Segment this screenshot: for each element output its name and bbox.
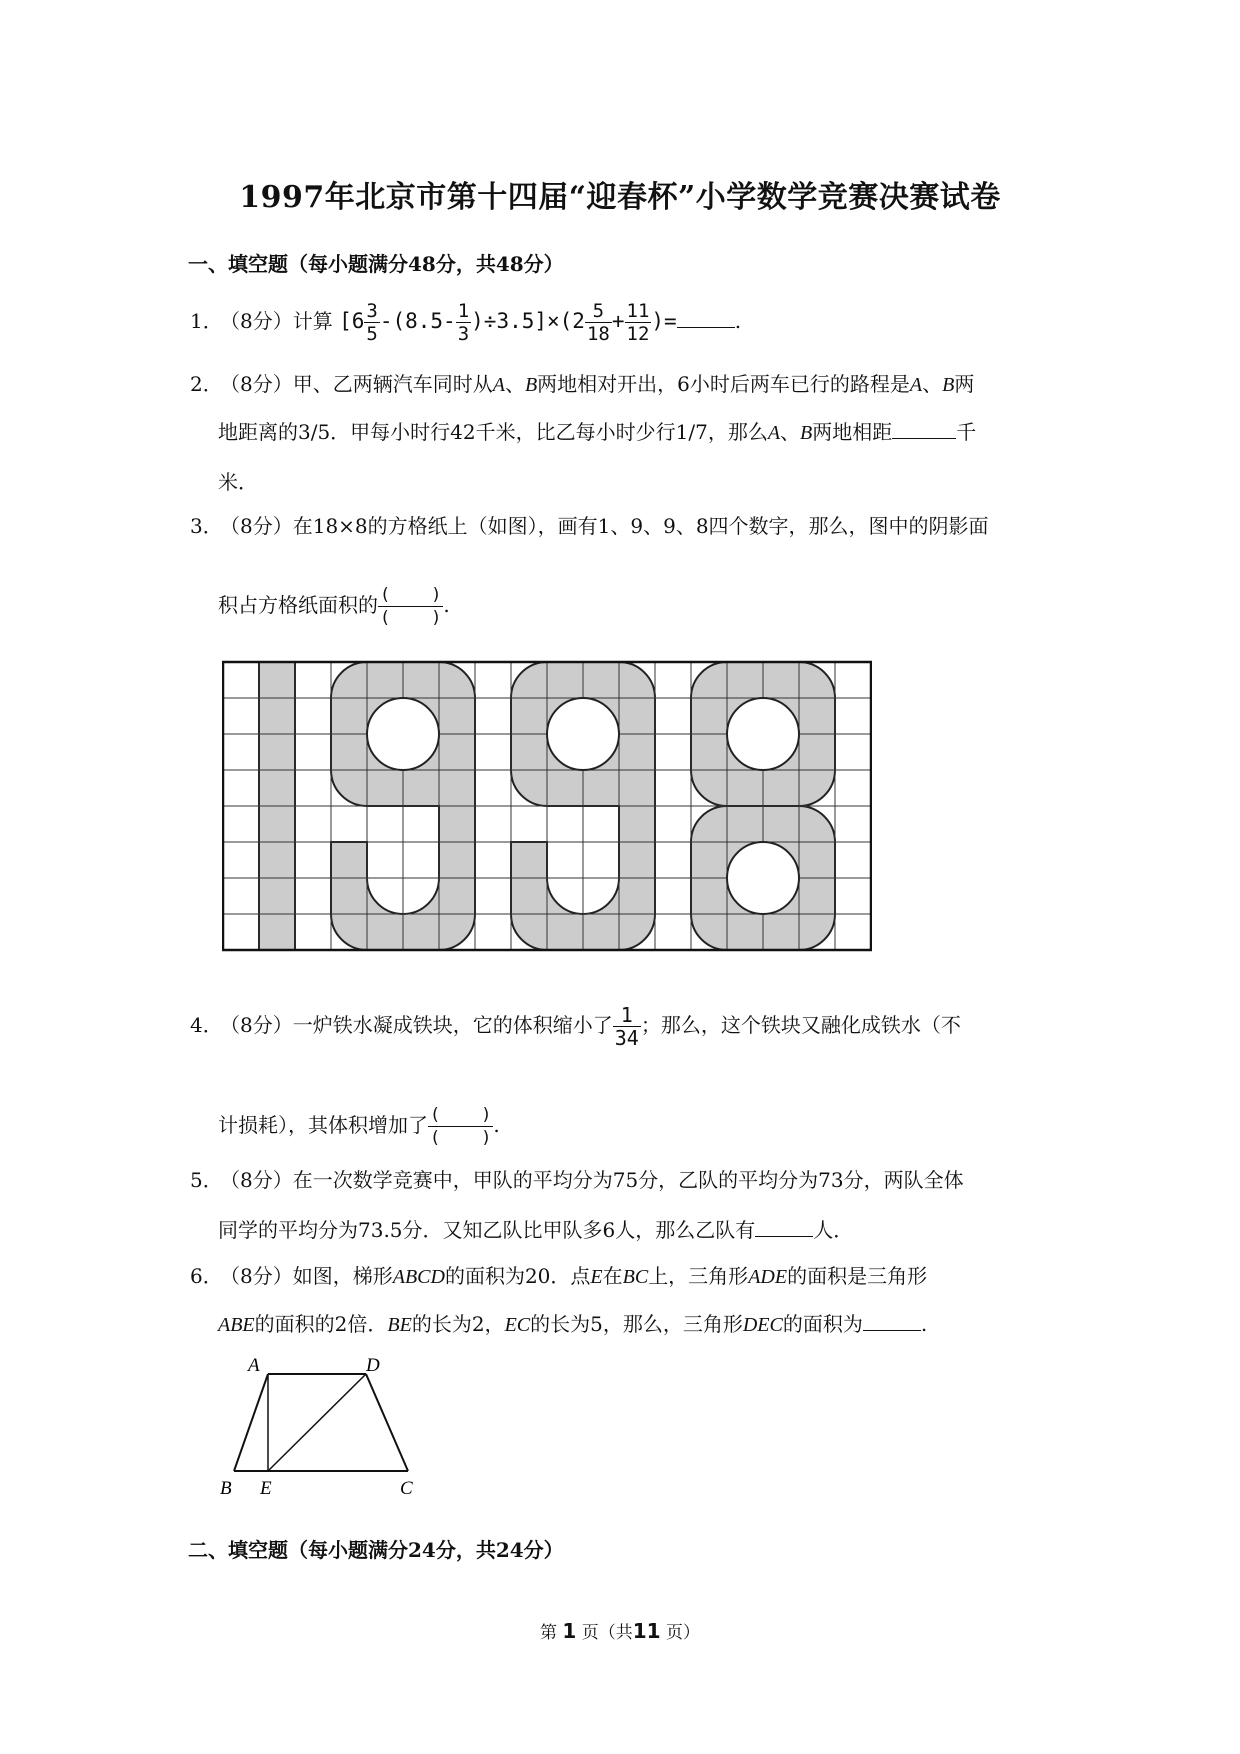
- question-number: 1．: [190, 309, 223, 333]
- segment-AB: [234, 1374, 268, 1471]
- fraction: $\frac{3}{5}$: [366, 300, 378, 345]
- digit-grid-figure: [222, 658, 872, 954]
- label-D: D: [366, 1355, 380, 1376]
- label-B: B: [220, 1478, 232, 1499]
- segment-DE: [268, 1374, 366, 1471]
- question-5: 5．（8分）在一次数学竞赛中，甲队的平均分为75分，乙队的平均分为73分，两队全体: [190, 1168, 964, 1192]
- question-5-line-2: 同学的平均分为73.5分．又知乙队比甲队多6人，那么乙队有 人．: [218, 1218, 854, 1242]
- total-pages: 11: [632, 1619, 661, 1643]
- section-heading-1: 一、填空题（每小题满分48分，共48分）: [188, 252, 564, 276]
- expr-part: +: [611, 309, 625, 333]
- question-number: 4．: [190, 1013, 223, 1037]
- answer-blank[interactable]: [892, 420, 956, 439]
- answer-blank[interactable]: [677, 309, 735, 328]
- question-4: 4．（8分）一炉铁水凝成铁块，它的体积缩小了 $\frac{1}{34}$ ；那么，这个铁块又融化成铁水（不: [190, 1003, 961, 1050]
- answer-fraction-blank[interactable]: $\frac{( )}{( )}$: [430, 1105, 492, 1148]
- fraction: $\frac{5}{18}$: [586, 300, 610, 345]
- question-1: 1．（8分）计算 [6 $\frac{3}{5}$ -(8.5- $\frac{1}{3}$ )÷3.5]×(2 $\frac{5}{18}$ + $\frac{11}{12}$ )= .: [190, 300, 742, 345]
- page-title: 1997年北京市第十四届“迎春杯”小学数学竞赛决赛试卷: [239, 180, 1001, 215]
- digit-8-hole-bottom: [727, 842, 799, 914]
- question-2-line-2: 地距离的3/5．甲每小时行42千米，比乙每小时少行1/7，那么A、B两地相距 千: [218, 420, 977, 444]
- question-3-line-2: 积占方格纸面积的 $\frac{( )}{( )}$ .: [218, 585, 450, 628]
- expr-part: -(8.5-: [379, 309, 456, 333]
- label-C: C: [400, 1478, 413, 1499]
- answer-blank[interactable]: [863, 1312, 921, 1331]
- label-A: A: [248, 1355, 260, 1376]
- segment-DC: [366, 1374, 408, 1471]
- digit-9-hole-2: [547, 698, 619, 770]
- question-2-line-3: 米．: [218, 470, 258, 494]
- page-footer: 第 1 页（共11 页）: [540, 1619, 700, 1643]
- digit-9-hole-1: [367, 698, 439, 770]
- fraction: $\frac{1}{34}$: [614, 1003, 639, 1050]
- question-number: 2．: [190, 372, 223, 396]
- question-4-line-2: 计损耗），其体积增加了 $\frac{( )}{( )}$ .: [218, 1105, 500, 1148]
- label-E: E: [260, 1478, 272, 1499]
- answer-fraction-blank[interactable]: $\frac{( )}{( )}$: [380, 585, 442, 628]
- fraction: $\frac{1}{3}$: [457, 300, 470, 345]
- section-heading-2: 二、填空题（每小题满分24分，共24分）: [188, 1538, 564, 1562]
- expr-part: [6: [339, 309, 365, 333]
- answer-blank[interactable]: [755, 1218, 813, 1237]
- trapezoid-figure: [218, 1354, 428, 1504]
- expr-part: )÷3.5]×(2: [471, 309, 585, 333]
- question-number: 6．: [190, 1264, 223, 1288]
- expr-part: )=: [651, 309, 677, 333]
- question-number: 3．: [190, 514, 223, 538]
- fraction: $\frac{11}{12}$: [626, 300, 650, 345]
- question-3: 3．（8分）在18×8的方格纸上（如图），画有1、9、9、8四个数字，那么，图中的阴影面: [190, 514, 989, 538]
- question-2: 2．（8分）甲、乙两辆汽车同时从A、B两地相对开出，6小时后两车已行的路程是A、B两: [190, 372, 975, 396]
- digit-8-hole-top: [727, 698, 799, 770]
- question-number: 5．: [190, 1168, 223, 1192]
- question-score: （8分）计算: [220, 309, 333, 333]
- question-6: 6．（8分）如图，梯形ABCD的面积为20．点E在BC上，三角形ADE的面积是三角形: [190, 1264, 928, 1288]
- current-page: 1: [562, 1619, 577, 1643]
- question-6-line-2: ABE的面积的2倍．BE的长为2，EC的长为5，那么，三角形DEC的面积为 .: [218, 1312, 928, 1336]
